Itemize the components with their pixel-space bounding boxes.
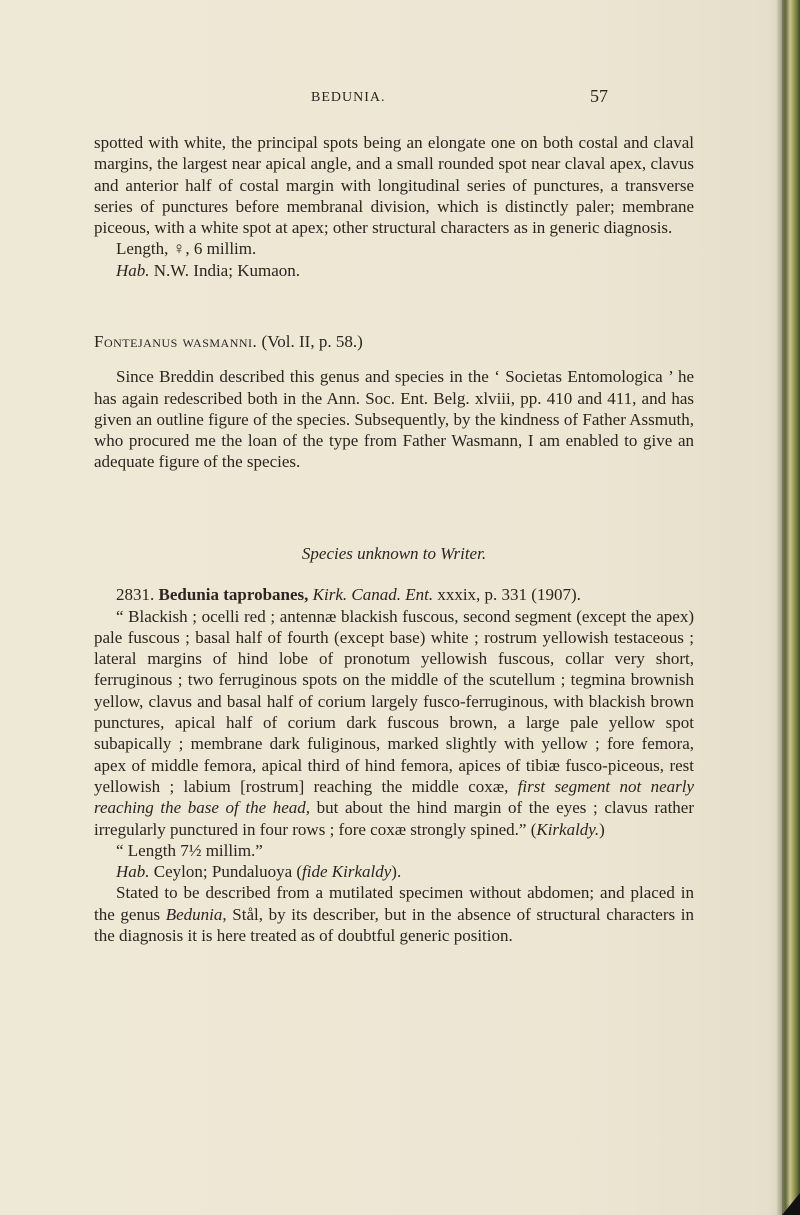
desc-part3: ): [599, 819, 605, 839]
hab-text: N.W. India; Kumaon.: [149, 260, 300, 280]
bedunia-hab-italic: fide Kirkaldy: [302, 862, 392, 882]
running-title: BEDUNIA.: [311, 90, 386, 105]
bedunia-section: [94, 543, 694, 946]
bedunia-hab-text2: ).: [391, 862, 402, 882]
hab-label: Hab.: [116, 260, 150, 280]
entry-number: 2831.: [116, 585, 159, 605]
bedunia-habitat: [94, 861, 694, 882]
desc-italic1: first segment not nearly reaching the base of the head,: [94, 776, 694, 818]
page-edge-strip: [782, 0, 800, 1215]
desc-part1: “ Blackish ; ocelli red ; antennæ blackish fuscous, second segment (except the apex) pale fuscous ; basal half of fourth (except base) white ; rostrum yellowish testaceous ; lateral margins of hind lobe of pronotum yellowish fuscous, collar very short, ferruginous ; two ferruginous spots on the middle of the scutellum ; tegmina brownish yellow, clavus and basal half of corium largely fusco-ferruginous, with blackish brown punctures, apical half of corium dark fuscous brown, a large pale yellow spot subapically ; membrane dark fuliginous, marked slightly with yellow ; fore femora, apex of middle femora, apical third of hind femora, apices of tibiæ fusco-piceous, rest yellowish ; labium [rostrum] reaching the middle coxæ,: [94, 606, 694, 796]
author-citation: Kirk. Canad. Ent.: [308, 585, 434, 605]
species-name: Bedunia taprobanes,: [158, 585, 309, 605]
species-unknown-heading: Species unknown to Writer.: [301, 544, 487, 563]
intro-length: Length, ♀, 6 millim.: [116, 239, 257, 259]
fontejanus-title: Fontejanus wasmanni.: [94, 332, 258, 351]
intro-paragraph: spotted with white, the principal spots being an elongate one on both costal and claval margins, the largest near apical angle, and a small rounded spot near claval apex, clavus and anterior half of costal margin with longitudinal series of punctures, a transverse series of punctures before membranal division, which is distinctly paler; membrane piceous, with a white spot at apex; other structural characters as in generic diagnosis.: [94, 133, 694, 238]
stated-part1: Stated to be described from a mutilated specimen without abdomen; and placed in the genus: [94, 883, 694, 924]
page-number: 57: [590, 86, 608, 106]
fontejanus-paragraph: Since Breddin described this genus and species in the ‘ Societas Entomologica ’ he has again redescribed both in the Ann. Soc. Ent. Belg. xlviii, pp. 410 and 411, and has given an outline figure of the species. Subsequently, by the kindness of Father Assmuth, who procured me the loan of the type from Father Wasmann, I am enabled to give an adequate figure of the species.: [94, 367, 694, 472]
bedunia-hab-label: Hab.: [116, 862, 150, 882]
bedunia-entry-heading: [94, 584, 694, 605]
stated-italic: Bedunia: [165, 904, 223, 924]
stated-part2: , Stål, by its describer, but in the absence of structural characters in the diagnosis it is here treated as of doubtful generic position.: [94, 904, 695, 946]
bedunia-hab-text1: Ceylon; Pundaluoya (: [149, 862, 303, 882]
volume-citation: xxxix, p. 331 (1907).: [433, 585, 581, 605]
desc-part2: but about the hind margin of the eyes ; clavus rather irregularly punctured in four rows ; fore coxæ strongly spined.” (: [94, 798, 694, 839]
fontejanus-heading: [94, 331, 694, 352]
bedunia-length: “ Length 7½ millim.”: [116, 840, 263, 860]
bedunia-stated-paragraph: [94, 882, 694, 946]
fontejanus-section: [94, 331, 694, 473]
fontejanus-ref: (Vol. II, p. 58.): [257, 332, 363, 351]
bedunia-description: [94, 606, 694, 840]
intro-section: [94, 132, 694, 281]
desc-italic2: Kirkaldy.: [536, 819, 600, 839]
page-corner: [782, 1193, 800, 1215]
intro-habitat: [94, 260, 694, 281]
